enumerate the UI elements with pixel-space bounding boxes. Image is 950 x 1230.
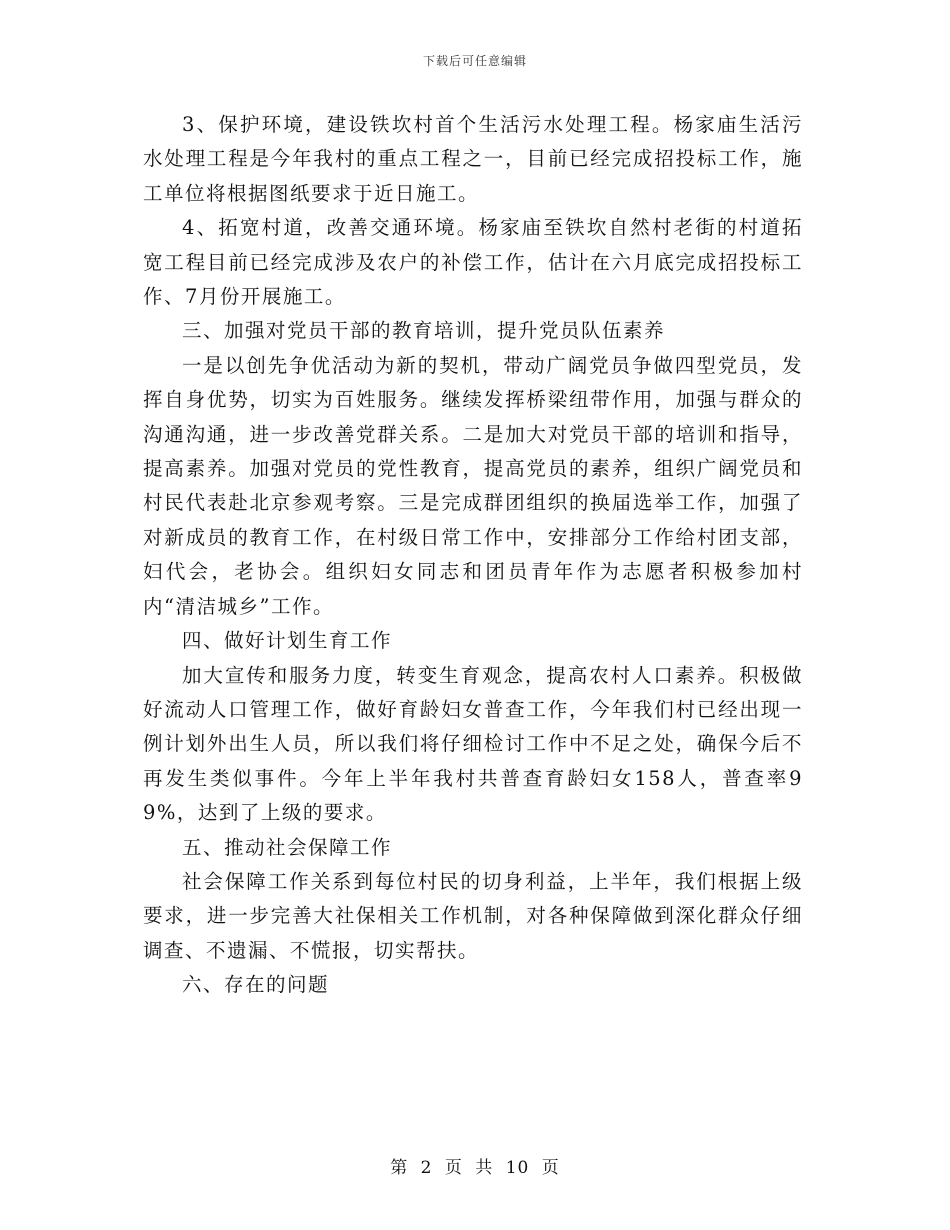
section-heading-social-security: 五、推动社会保障工作 (182, 835, 393, 859)
page-number-footer: 第 2 页 共 10 页 (390, 1158, 560, 1178)
section-heading-family-planning: 四、做好计划生育工作 (182, 629, 393, 653)
paragraph-widen-roads: 4、拓宽村道，改善交通环境。杨家庙至铁坎自然村老街的村道拓宽工程目前已经完成涉及农户的补偿工作，估计在六月底完成招投标工作、7月份开展施工。 (143, 216, 803, 309)
page-header: 下载后可任意编辑 (422, 54, 527, 68)
section-heading-party-training: 三、加强对党员干部的教育培训，提升党员队伍素养 (182, 319, 666, 343)
section-heading-existing-problems: 六、存在的问题 (182, 973, 330, 997)
paragraph-protect-environment: 3、保护环境，建设铁坎村首个生活污水处理工程。杨家庙生活污水处理工程是今年我村的重点工程之一，目前已经完成招投标工作，施工单位将根据图纸要求于近日施工。 (143, 113, 803, 205)
paragraph-family-planning: 加大宣传和服务力度，转变生育观念，提高农村人口素养。积极做好流动人口管理工作，做好育龄妇女普查工作，今年我们村已经出现一例计划外出生人员，所以我们将仔细检讨工作中不足之处，确保今后不再发生类似事件。今年上半年我村共普查育龄妇女158人，普查率99%，达到了上级的要求。 (143, 663, 803, 825)
paragraph-party-training: 一是以创先争优活动为新的契机，带动广阔党员争做四型党员，发挥自身优势，切实为百姓服务。继续发挥桥梁纽带作用，加强与群众的沟通沟通，进一步改善党群关系。二是加大对党员干部的培训和指导，提高素养。加强对党员的党性教育，提高党员的素养，组织广阔党员和村民代表赴北京参观考察。三是完成群团组织的换届选举工作，加强了对新成员的教育工作，在村级日常工作中，安排部分工作给村团支部，妇代会，老协会。组织妇女同志和团员青年作为志愿者积极参加村内“清洁城乡”工作。 (143, 353, 803, 618)
document-body (143, 108, 803, 1003)
paragraph-social-security: 社会保障工作关系到每位村民的切身利益，上半年，我们根据上级要求，进一步完善大社保相关工作机制，对各种保障做到深化群众仔细调查、不遗漏、不慌报，切实帮扶。 (143, 869, 803, 962)
